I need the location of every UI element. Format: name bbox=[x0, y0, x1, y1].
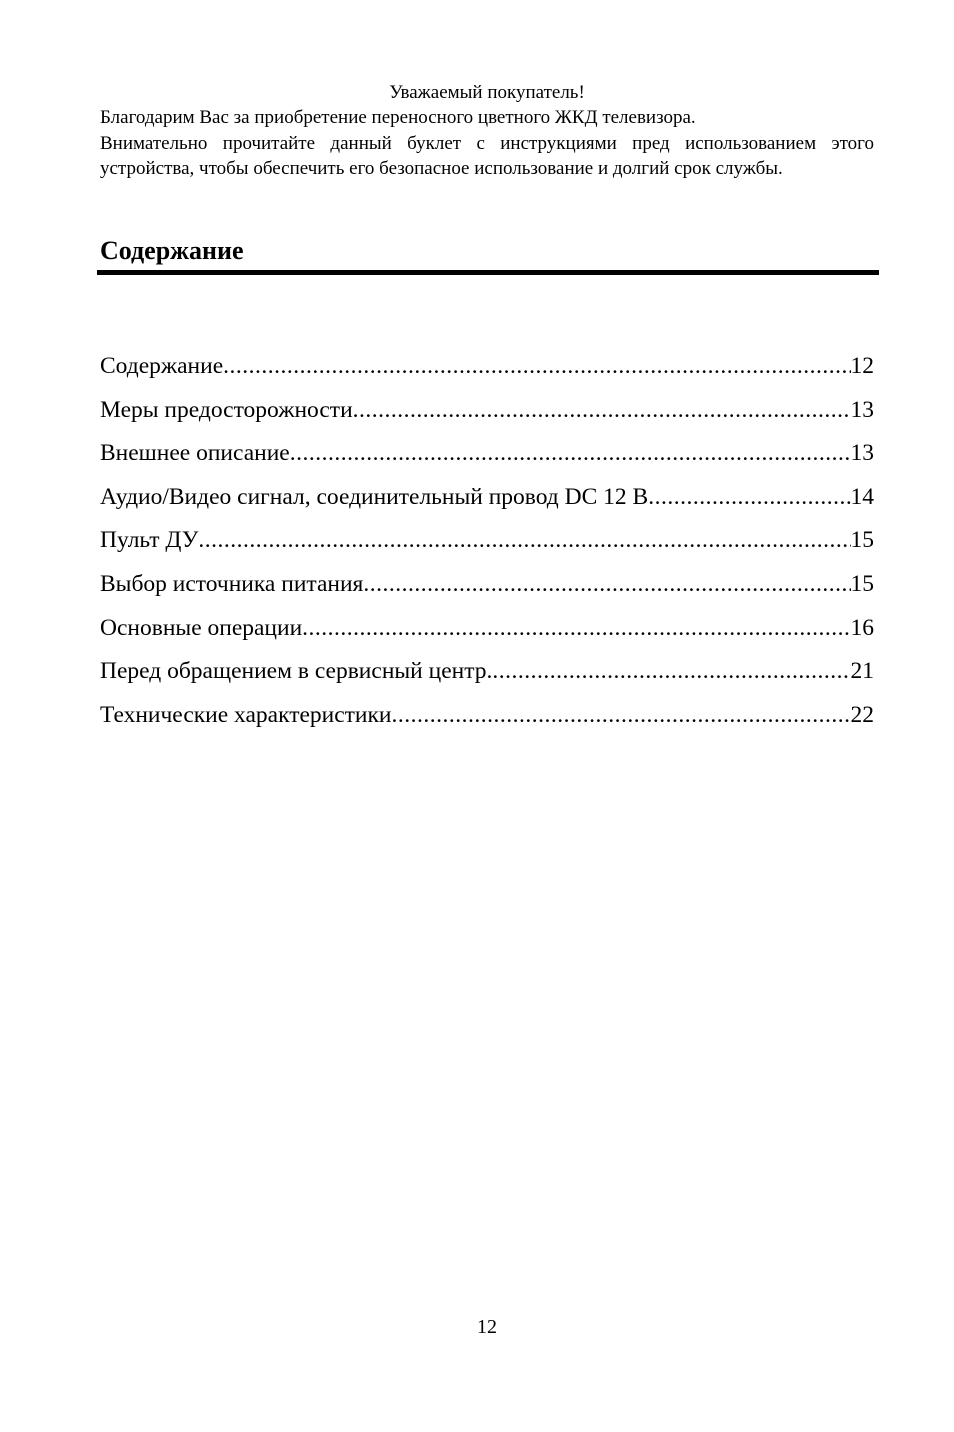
toc-entry-title: Основные операции bbox=[100, 614, 303, 641]
dot-leader bbox=[363, 567, 850, 601]
dot-leader bbox=[290, 436, 851, 470]
intro-advice-text: Внимательно прочитайте данный буклет с инструкциями пред использованием этого устройства, чтобы обеспечить его безопасное использование и долгий срок службы. bbox=[100, 132, 874, 179]
toc-entry[interactable] bbox=[100, 611, 874, 655]
toc-entry[interactable] bbox=[100, 349, 874, 393]
dot-leader bbox=[223, 349, 850, 383]
dot-leader bbox=[492, 654, 850, 688]
toc-entry-title: Пульт ДУ bbox=[100, 527, 199, 554]
dot-leader bbox=[198, 523, 850, 557]
intro-paragraph bbox=[100, 105, 874, 182]
dot-leader bbox=[302, 611, 850, 645]
dot-leader bbox=[392, 698, 851, 732]
toc-entry[interactable] bbox=[100, 523, 874, 567]
intro-thanks-line: Благодарим Вас за приобретение переносного цветного ЖКД телевизора. bbox=[100, 107, 696, 128]
toc-entry-page: 22 bbox=[850, 701, 874, 728]
toc-entry-page: 13 bbox=[850, 396, 874, 423]
heading-rule bbox=[97, 270, 879, 275]
dot-leader bbox=[353, 393, 851, 427]
toc-entry-page: 21 bbox=[850, 658, 874, 685]
toc-entry-page: 13 bbox=[850, 440, 874, 467]
toc-entry[interactable] bbox=[100, 698, 874, 742]
toc-entry-title: Меры предосторожности bbox=[100, 396, 353, 423]
toc-entry-title: Аудио/Видео сигнал, соединительный провод DC 12 В bbox=[100, 483, 649, 510]
greeting-line: Уважаемый покупатель! bbox=[389, 82, 585, 103]
toc-heading: Содержание bbox=[100, 236, 244, 265]
toc-entry[interactable] bbox=[100, 393, 874, 437]
toc-entry-page: 16 bbox=[850, 614, 874, 641]
toc-entry-page: 15 bbox=[850, 527, 874, 554]
toc-entry[interactable] bbox=[100, 436, 874, 480]
toc-entry-page: 14 bbox=[850, 483, 874, 510]
toc-entry-page: 15 bbox=[850, 570, 874, 597]
toc-entry-title: Перед обращением в сервисный центр. bbox=[100, 658, 493, 685]
toc-entry-title: Технические характеристики bbox=[100, 701, 392, 728]
toc-entry-title: Содержание bbox=[100, 353, 224, 379]
toc-entry-page: 12 bbox=[850, 353, 874, 379]
dot-leader bbox=[648, 480, 850, 514]
toc-entry-title: Внешнее описание bbox=[100, 440, 290, 467]
page-number: 12 bbox=[477, 1316, 497, 1338]
toc-entry[interactable] bbox=[100, 480, 874, 524]
toc-entry-title: Выбор источника питания bbox=[100, 570, 364, 597]
toc-entry[interactable] bbox=[100, 567, 874, 611]
table-of-contents bbox=[100, 349, 874, 741]
toc-entry[interactable] bbox=[100, 654, 874, 698]
